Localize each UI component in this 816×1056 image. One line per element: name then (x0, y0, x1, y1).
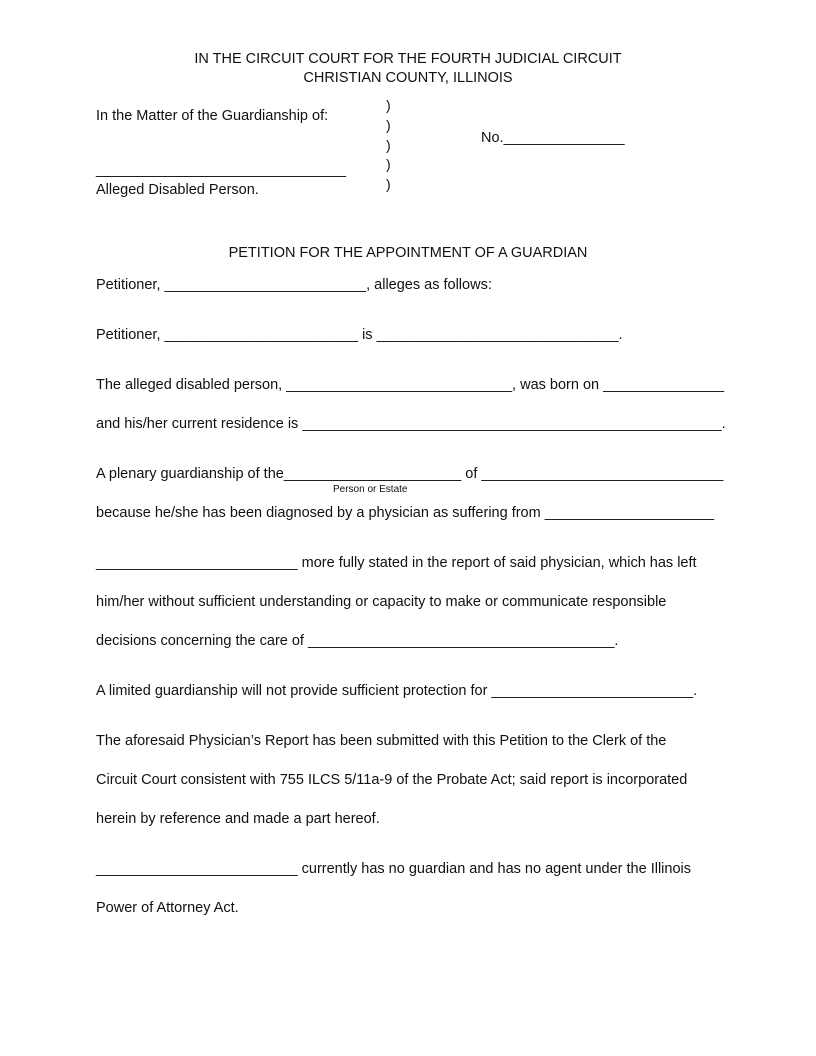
person-or-estate-note: Person or Estate (333, 484, 408, 495)
incorporation-line: herein by reference and made a part hereof. (96, 811, 380, 827)
alleged-disabled-label: Alleged Disabled Person. (96, 182, 259, 198)
caption-paren: ) (386, 176, 391, 192)
caption-paren: ) (386, 117, 391, 133)
birth-date-line: The alleged disabled person, ____________________________, was born on _______________ (96, 377, 725, 393)
physician-report-line: _________________________ more fully stated in the report of said physician, which has left (96, 555, 697, 571)
caption-paren: ) (386, 97, 391, 113)
caption-paren: ) (386, 156, 391, 172)
case-number: No._______________ (481, 130, 625, 146)
limited-guardianship-line: A limited guardianship will not provide sufficient protection for _________________________. (96, 683, 698, 699)
report-submitted-line: The aforesaid Physician’s Report has been submitted with this Petition to the Clerk of the (96, 733, 667, 749)
county-name: CHRISTIAN COUNTY, ILLINOIS (303, 70, 513, 86)
court-name: IN THE CIRCUIT COURT FOR THE FOURTH JUDICIAL CIRCUIT (194, 51, 622, 67)
disabled-person-name-blank: _______________________________ (96, 162, 346, 178)
probate-act-line: Circuit Court consistent with 755 ILCS 5/11a-9 of the Probate Act; said report is incorporated (96, 772, 688, 788)
capacity-line: him/her without sufficient understanding or capacity to make or communicate responsible (96, 594, 667, 610)
caption-paren: ) (386, 137, 391, 153)
petitioner-relationship-line: Petitioner, ________________________ is ______________________________. (96, 327, 623, 343)
power-of-attorney-line: Power of Attorney Act. (96, 900, 239, 916)
diagnosis-line: because he/she has been diagnosed by a physician as suffering from _____________________ (96, 505, 715, 521)
residence-line: and his/her current residence is ____________________________________________________. (96, 416, 726, 432)
care-decisions-line: decisions concerning the care of ______________________________________. (96, 633, 619, 649)
petition-title: PETITION FOR THE APPOINTMENT OF A GUARDIAN (228, 245, 588, 261)
matter-label: In the Matter of the Guardianship of: (96, 108, 329, 124)
no-guardian-line: _________________________ currently has no guardian and has no agent under the Illinois (96, 861, 691, 877)
petitioner-allegation-line: Petitioner, _________________________, alleges as follows: (96, 277, 492, 293)
plenary-guardianship-line: A plenary guardianship of the______________________ of ______________________________ (96, 466, 724, 482)
